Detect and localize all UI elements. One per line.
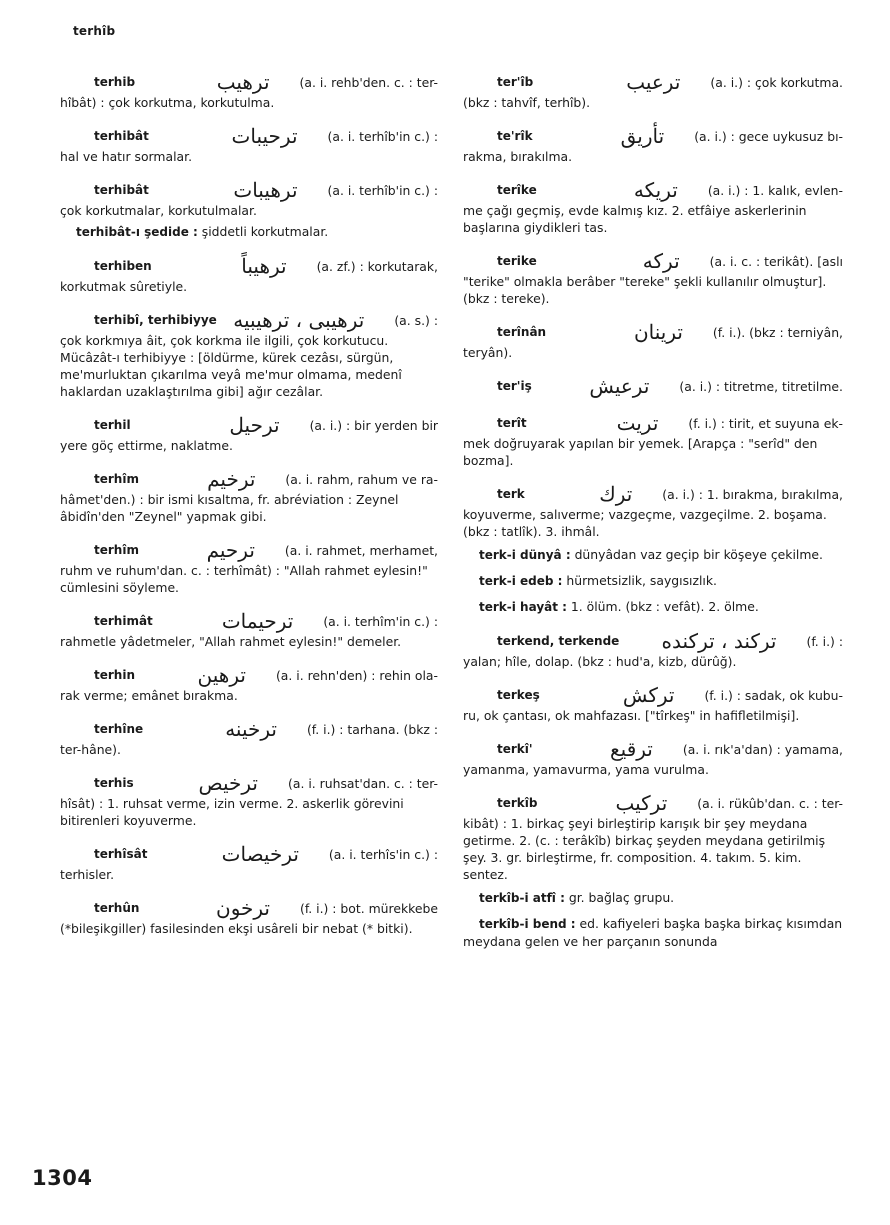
entry-definition: "terike" olmakla berâber "tereke" şekli kullanılır olmuştur]. (bkz : tereke). <box>463 274 827 306</box>
sub-entry-definition: dünyâdan vaz geçip bir köşeye çekilme. <box>570 547 823 562</box>
entry-headword: terît <box>497 415 527 430</box>
entry-arabic-script: ترخيص <box>198 771 259 795</box>
entry-arabic-script: ترهيبی ، ترهيبيه <box>233 308 365 332</box>
entry-definition: (*bileşikgiller) fasilesinden ekşi usâreli bir nebat (* bitki). <box>60 921 413 936</box>
entry-definition-start: (f. i.) : sadak, ok kubu- <box>704 687 843 703</box>
dictionary-entry <box>60 308 438 400</box>
entry-headword: terhibât <box>94 128 149 143</box>
entry-definition-start: (a. i.) : gece uykusuz bı- <box>694 128 843 144</box>
entry-definition-start: (a. s.) : <box>394 312 438 328</box>
dictionary-entry <box>60 717 438 758</box>
entry-headword: terhib <box>94 74 136 89</box>
entry-arabic-script: ترخينه <box>225 717 277 741</box>
sub-entry-definition: şiddetli korkutmalar. <box>197 224 329 239</box>
entry-definition-start: (a. i.) : 1. kalık, evlen- <box>707 182 843 198</box>
entry-arabic-script: ترعيب <box>626 70 681 94</box>
entry-definition-start: (f. i.) : tirit, et suyuna ek- <box>688 415 843 431</box>
entry-definition-start: (a. i.) : çok korkutma. <box>710 74 843 90</box>
entry-definition: hîsât) : 1. ruhsat verme, izin verme. 2. askerlik görevini bitirenleri koyuverme. <box>60 796 404 828</box>
entry-definition-start: (a. i. rehn'den) : rehin ola- <box>275 667 438 683</box>
entry-definition-start: (a. i.) : titretme, titretilme. <box>679 378 843 394</box>
dictionary-entry <box>60 467 438 525</box>
entry-definition-start: (f. i.) : bot. mürekkebe <box>299 900 438 916</box>
entry-definition: yalan; hîle, dolap. (bkz : hud'a, kizb, dürûğ). <box>463 654 737 669</box>
entry-headword: terike <box>497 253 537 268</box>
entry-definition-start: (a. zf.) : korkutarak, <box>316 258 438 274</box>
entry-headword: terhîm <box>94 542 139 557</box>
dictionary-entry <box>60 842 438 883</box>
entry-headword: terhîne <box>94 721 144 736</box>
entry-arabic-script: ترهيباً <box>241 254 287 278</box>
entry-arabic-script: ترينان <box>633 320 683 344</box>
dictionary-entry <box>463 374 843 398</box>
dictionary-entry <box>60 663 438 704</box>
entry-definition: ru, ok çantası, ok mahfazası. ["tîrkeş" in hafifletilmişi]. <box>463 708 800 723</box>
entry-arabic-script: ترعيش <box>589 374 650 398</box>
entry-headword: terk <box>497 486 525 501</box>
sub-entry <box>463 546 843 564</box>
dictionary-entry <box>60 178 438 219</box>
entry-headword: terhibî, terhibiyye <box>94 312 217 327</box>
sub-entry-headword: terk-i dünyâ : <box>479 548 571 562</box>
entry-definition: korkutmak sûretiyle. <box>60 279 188 294</box>
left-column <box>60 70 438 950</box>
page-number: 1304 <box>32 1166 93 1190</box>
entry-definition: terhisler. <box>60 867 115 882</box>
entry-definition: rakma, bırakılma. <box>463 149 573 164</box>
sub-entry <box>463 889 843 907</box>
entry-headword: terhûn <box>94 900 140 915</box>
dictionary-entry <box>463 411 843 469</box>
entry-headword: terhimât <box>94 613 153 628</box>
entry-headword: terhiben <box>94 258 152 273</box>
sub-entry-headword: terk-i hayât : <box>479 600 567 614</box>
entry-arabic-script: ترکش <box>622 683 675 707</box>
dictionary-entry <box>60 538 438 596</box>
entry-headword: terkî' <box>497 741 533 756</box>
entry-headword: te'rîk <box>497 128 533 143</box>
entry-definition: me çağı geçmiş, evde kalmış kız. 2. etfâiye askerlerinin başlarına giydikleri tas. <box>463 203 807 235</box>
entry-headword: terînân <box>497 324 547 339</box>
entry-definition-start: (a. i. terhîs'in c.) : <box>328 846 438 862</box>
dictionary-entry <box>60 70 438 111</box>
entry-definition: hâmet'den.) : bir ismi kısaltma, fr. abréviation : Zeynel âbidîn'den "Zeynel" yapmak gibi. <box>60 492 399 524</box>
entry-definition: yere göç ettirme, naklatme. <box>60 438 233 453</box>
dictionary-entry <box>463 320 843 361</box>
entry-arabic-script: ترك <box>599 482 633 506</box>
entry-definition: ruhm ve ruhum'dan. c. : terhîmât) : "Allah rahmet eylesin!" cümlesini söyleme. <box>60 563 428 595</box>
dictionary-entry <box>463 737 843 778</box>
sub-entry-definition: gr. bağlaç grupu. <box>564 890 675 905</box>
entry-arabic-script: تريت <box>616 411 659 435</box>
entry-definition-start: (f. i.). (bkz : terniyân, <box>712 324 843 340</box>
entry-definition-start: (a. i. rehb'den. c. : ter- <box>299 74 438 90</box>
dictionary-entry <box>463 791 843 883</box>
entry-headword: terhibât <box>94 182 149 197</box>
entry-definition: çok korkmıya âit, çok korkma ile ilgili, çok korkutucu. Mücâzât-ı terhibiyye : [öldürme, kürek cezâsı, sürgün, me'murluktan çıkarılma veyâ me'mur olmama, medenî haklardan uzaklaştırılma gibi] ağır cezâlar. <box>60 333 402 399</box>
entry-headword: terhil <box>94 417 131 432</box>
dictionary-entry <box>60 771 438 829</box>
sub-entry-headword: terkîb-i atfî : <box>479 891 565 905</box>
entry-definition: koyuverme, salıverme; vazgeçme, vazgeçilme. 2. boşama. (bkz : tatlîk). 3. ihmâl. <box>463 507 827 539</box>
entry-definition-start: (a. i. rık'a'dan) : yamama, <box>682 741 843 757</box>
entry-headword: terkeş <box>497 687 540 702</box>
dictionary-entry <box>463 482 843 540</box>
entry-definition-start: (a. i. rükûb'dan. c. : ter- <box>697 795 843 811</box>
dictionary-entry <box>60 896 438 937</box>
entry-arabic-script: ترهين <box>197 663 246 687</box>
entry-definition: teryân). <box>463 345 513 360</box>
entry-definition-start: (a. i. ruhsat'dan. c. : ter- <box>288 775 438 791</box>
entry-definition: rahmetle yâdetmeler, "Allah rahmet eylesin!" demeler. <box>60 634 402 649</box>
entry-headword: terhis <box>94 775 134 790</box>
entry-definition: hal ve hatır sormalar. <box>60 149 193 164</box>
dictionary-entry <box>463 249 843 307</box>
sub-entry <box>463 915 843 950</box>
entry-arabic-script: ترحيبات <box>231 124 298 148</box>
entry-arabic-script: ترخيم <box>207 467 256 491</box>
entry-arabic-script: تأريق <box>620 124 665 148</box>
dictionary-entry <box>60 413 438 454</box>
entry-definition: mek doğruyarak yapılan bir yemek. [Arapça : "serîd" den bozma]. <box>463 436 818 468</box>
dictionary-entry <box>463 178 843 236</box>
dictionary-entry <box>463 629 843 670</box>
entry-definition: yamanma, yamavurma, yama vurulma. <box>463 762 709 777</box>
entry-arabic-script: ترکيب <box>615 791 668 815</box>
entry-definition-start: (a. i.) : bir yerden bir <box>309 417 438 433</box>
entry-arabic-script: ترهيب <box>216 70 270 94</box>
entry-definition-start: (f. i.) : <box>806 633 843 649</box>
entry-definition-start: (a. i. terhîm'in c.) : <box>323 613 438 629</box>
entry-definition-start: (a. i.) : 1. bırakma, bırakılma, <box>662 486 843 502</box>
sub-entry-headword: terkîb-i bend : <box>479 917 576 931</box>
entry-definition-start: (a. i. c. : terikât). [aslı <box>709 253 843 269</box>
entry-headword: ter'îb <box>497 74 534 89</box>
sub-entry <box>60 223 438 241</box>
entry-definition-start: (f. i.) : tarhana. (bkz : <box>306 721 438 737</box>
entry-headword: ter'iş <box>497 378 532 393</box>
entry-definition: kibât) : 1. birkaç şeyi birleştirip karışık bir şey meydana getirme. 2. (c. : terâkîb) birkaç şeyden meydana getirilmiş şey. 3. gr. birleştirme, fr. composition. 4. takım. 5. kim. sentez. <box>463 816 826 882</box>
entry-headword: terhîsât <box>94 846 148 861</box>
entry-definition: (bkz : tahvîf, terhîb). <box>463 95 591 110</box>
sub-entry <box>463 572 843 590</box>
dictionary-entry <box>60 254 438 295</box>
entry-arabic-script: ترخون <box>216 896 270 920</box>
entry-headword: terkend, terkende <box>497 633 620 648</box>
sub-entry <box>463 598 843 616</box>
entry-arabic-script: تركه <box>642 249 680 273</box>
entry-arabic-script: ترقيع <box>610 737 653 761</box>
sub-entry-headword: terhibât-ı şedide : <box>76 225 198 239</box>
entry-definition: hîbât) : çok korkutma, korkutulma. <box>60 95 275 110</box>
sub-entry-definition: 1. ölüm. (bkz : vefât). 2. ölme. <box>566 599 759 614</box>
entry-definition: rak verme; emânet bırakma. <box>60 688 238 703</box>
dictionary-entry <box>463 683 843 724</box>
entry-definition-start: (a. i. rahm, rahum ve ra- <box>285 471 438 487</box>
dictionary-entry <box>463 70 843 111</box>
entry-headword: terhîm <box>94 471 139 486</box>
sub-entry-definition: hürmetsizlik, saygısızlık. <box>562 573 717 588</box>
entry-arabic-script: ترحيل <box>229 413 280 437</box>
entry-definition-start: (a. i. rahmet, merhamet, <box>284 542 438 558</box>
entry-definition: ter-hâne). <box>60 742 121 757</box>
running-head: terhîb <box>73 24 116 38</box>
entry-headword: terîke <box>497 182 537 197</box>
entry-headword: terkîb <box>497 795 538 810</box>
dictionary-entry <box>463 124 843 165</box>
right-column <box>463 70 843 958</box>
dictionary-entry <box>60 124 438 165</box>
sub-entry-definition: ed. kafiyeleri başka başka birkaç kısımdan meydana gelen ve her parçanın sonunda <box>463 916 843 949</box>
entry-arabic-script: تريكه <box>633 178 678 202</box>
entry-definition-start: (a. i. terhîb'in c.) : <box>327 128 438 144</box>
entry-arabic-script: ترحيم <box>206 538 255 562</box>
entry-arabic-script: ترخيصات <box>221 842 299 866</box>
dictionary-entry <box>60 609 438 650</box>
entry-headword: terhin <box>94 667 135 682</box>
sub-entry-headword: terk-i edeb : <box>479 574 563 588</box>
entry-arabic-script: ترکند ، ترکنده <box>661 629 777 653</box>
entry-arabic-script: ترهيبات <box>233 178 298 202</box>
entry-definition: çok korkutmalar, korkutulmalar. <box>60 203 257 218</box>
entry-arabic-script: ترحيمات <box>221 609 294 633</box>
entry-definition-start: (a. i. terhîb'in c.) : <box>327 182 438 198</box>
